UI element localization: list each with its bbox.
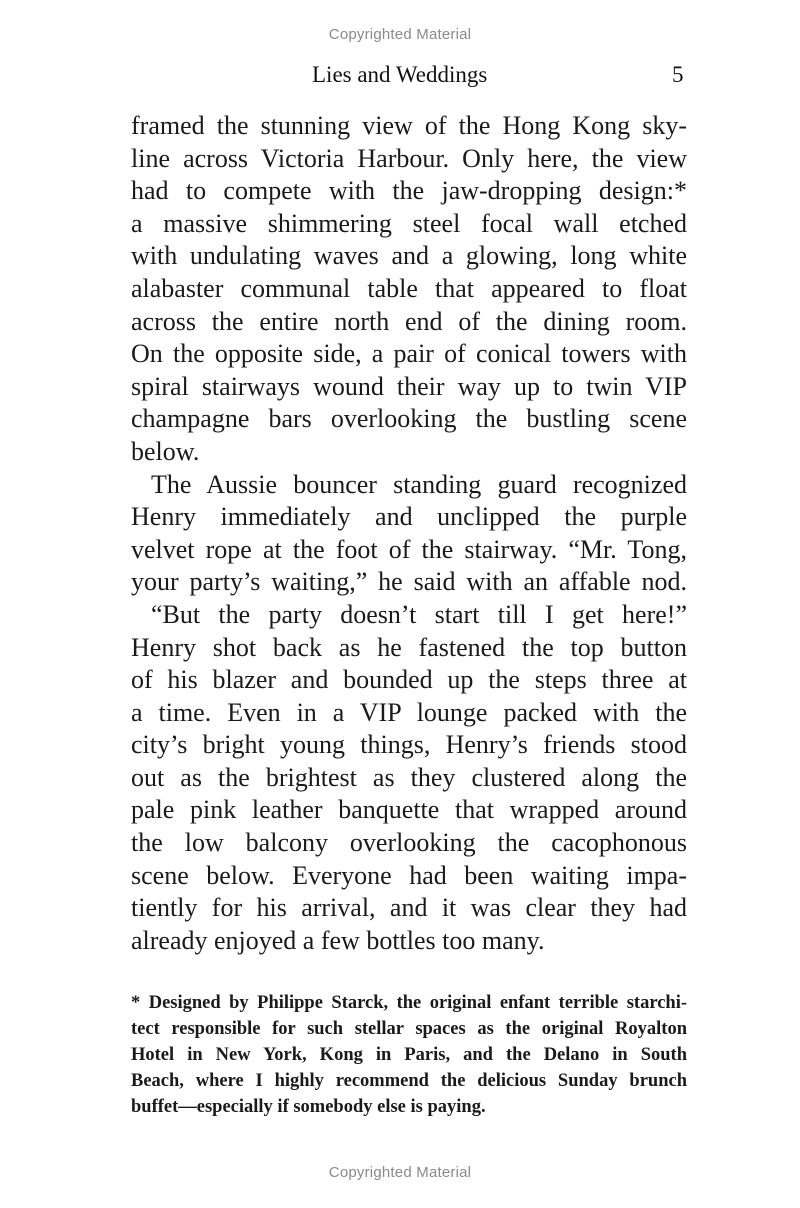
text-line: below. xyxy=(131,436,200,466)
footnote-line: tect responsible for such stellar spaces as the original Royalton xyxy=(131,1019,687,1039)
footnote-line: buffet—especially if somebody else is paying. xyxy=(131,1097,486,1117)
copyright-watermark-bottom: Copyrighted Material xyxy=(328,1164,472,1181)
text-line: with undulating waves and a glowing, long white xyxy=(131,241,687,271)
text-line: spiral stairways wound their way up to twin VIP xyxy=(131,371,687,401)
text-line: Henry shot back as he fastened the top button xyxy=(131,632,687,662)
text-line: On the opposite side, a pair of conical towers with xyxy=(131,339,687,369)
text-line: scene below. Everyone had been waiting impa- xyxy=(131,860,687,890)
running-head-title: Lies and Weddings xyxy=(312,62,488,87)
body-text xyxy=(131,110,687,957)
footnote-line: Hotel in New York, Kong in Paris, and the Delano in South xyxy=(131,1045,687,1065)
copyright-watermark-top: Copyrighted Material xyxy=(328,26,472,43)
text-line: a time. Even in a VIP lounge packed with the xyxy=(131,697,687,727)
text-line: already enjoyed a few bottles too many. xyxy=(131,925,545,955)
text-line-indented: The Aussie bouncer standing guard recognized xyxy=(151,469,687,499)
text-line: city’s bright young things, Henry’s friends stood xyxy=(131,730,687,760)
text-line: across the entire north end of the dining room. xyxy=(131,306,687,336)
text-line: had to compete with the jaw-dropping design:* xyxy=(131,176,687,206)
text-line: Henry immediately and unclipped the purple xyxy=(131,502,687,532)
text-line: alabaster communal table that appeared to float xyxy=(131,273,687,303)
text-line: a massive shimmering steel focal wall etched xyxy=(131,208,687,238)
footnote xyxy=(131,990,687,1120)
text-line: velvet rope at the foot of the stairway. “Mr. Tong, xyxy=(131,534,687,564)
text-line: your party’s waiting,” he said with an affable nod. xyxy=(131,567,687,597)
footnote-line: Beach, where I highly recommend the delicious Sunday brunch xyxy=(131,1071,687,1091)
text-line: champagne bars overlooking the bustling scene xyxy=(131,404,687,434)
text-line: tiently for his arrival, and it was clear they had xyxy=(131,893,687,923)
page-number: 5 xyxy=(672,62,684,87)
text-line: out as the brightest as they clustered along the xyxy=(131,762,687,792)
text-line: pale pink leather banquette that wrapped around xyxy=(131,795,687,825)
text-line-indented: “But the party doesn’t start till I get here!” xyxy=(151,599,687,629)
text-line: framed the stunning view of the Hong Kong sky- xyxy=(131,111,687,140)
text-line: of his blazer and bounded up the steps three at xyxy=(131,665,687,695)
text-line: the low balcony overlooking the cacophonous xyxy=(131,828,687,858)
footnote-line: * Designed by Philippe Starck, the original enfant terrible starchi- xyxy=(131,993,687,1013)
text-line: line across Victoria Harbour. Only here, the view xyxy=(131,143,687,173)
